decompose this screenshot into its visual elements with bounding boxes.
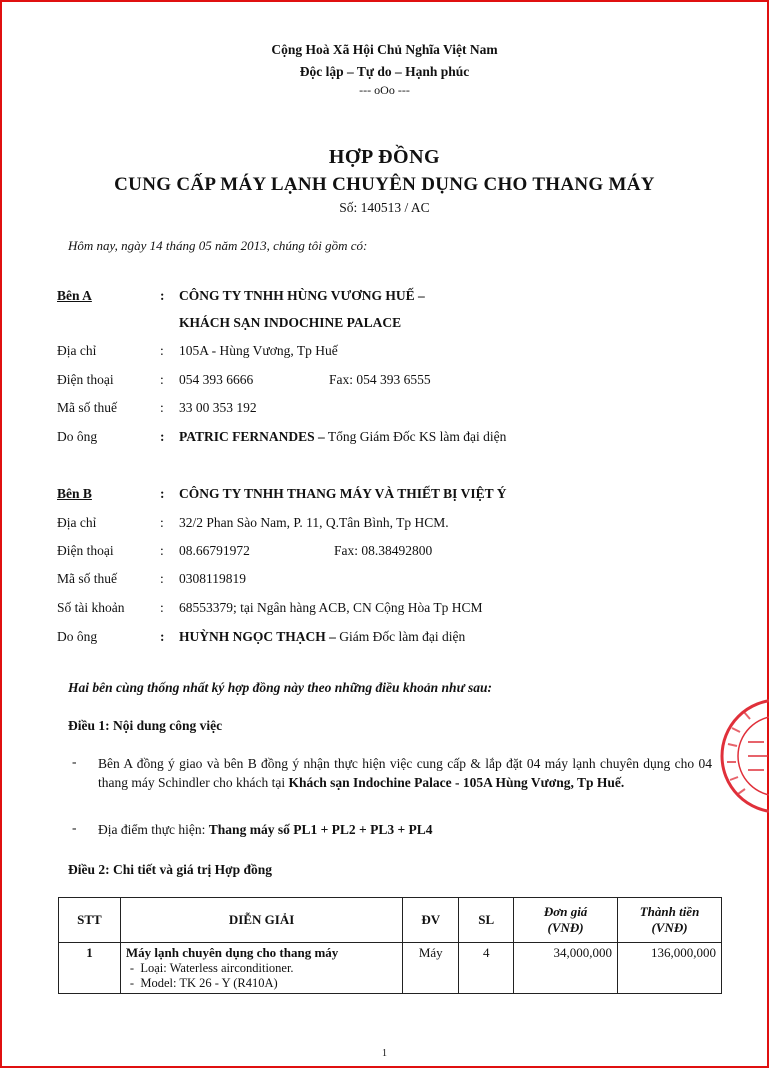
colon: :: [160, 429, 165, 444]
article1-paragraph2-text: Địa điểm thực hiện:: [98, 822, 209, 837]
contract-subtitle: CUNG CẤP MÁY LẠNH CHUYÊN DỤNG CHO THANG MÁY: [114, 174, 655, 195]
header-stt: STT: [59, 898, 121, 943]
party-b-rep-title: Giám Đốc làm đại diện: [335, 629, 466, 644]
party-b-representative: [179, 629, 465, 645]
party-a-rep-title: Tổng Giám Đốc KS làm đại diện: [324, 429, 507, 444]
header-total-line1: Thành tiền: [639, 904, 700, 919]
party-b-label: Bên B: [57, 486, 92, 501]
colon: :: [160, 288, 165, 303]
row-unit: Máy: [403, 943, 459, 994]
article1-title: Điều 1: Nội dung công việc: [68, 718, 223, 733]
national-motto-separator: --- oOo ---: [359, 83, 410, 97]
bullet-dash: -: [129, 961, 135, 975]
header-unit-price-line2: (VNĐ): [547, 920, 584, 935]
party-a-phone: 054 393 6666: [179, 372, 254, 387]
contract-number: Số: 140513 / AC: [339, 200, 430, 215]
party-b-rep-name: HUỲNH NGỌC THẠCH –: [179, 629, 336, 644]
party-b-address-label: Địa chỉ: [57, 515, 97, 530]
party-a-rep-name: PATRIC FERNANDES –: [179, 429, 325, 444]
header-unit-price: [514, 898, 618, 943]
national-motto-line1: Cộng Hoà Xã Hội Chủ Nghĩa Việt Nam: [271, 42, 498, 57]
row-quantity: 4: [459, 943, 514, 994]
header-quantity: SL: [459, 898, 514, 943]
party-a-label: Bên A: [57, 288, 92, 303]
row-stt: 1: [59, 943, 121, 994]
header-total: [618, 898, 722, 943]
party-b-phone-label: Điện thoại: [57, 543, 114, 558]
party-a-address-label: Địa chỉ: [57, 343, 97, 358]
party-b-tax: 0308119819: [179, 571, 246, 586]
article1-paragraph1-bold: Khách sạn Indochine Palace - 105A Hùng Vương, Tp Huế.: [288, 775, 625, 790]
party-b-account: 68553379; tại Ngân hàng ACB, CN Cộng Hòa Tp HCM: [179, 600, 483, 615]
colon: :: [160, 400, 164, 415]
header-unit-price-line1: Đơn giá: [543, 904, 588, 919]
party-a-address: 105A - Hùng Vương, Tp Huế: [179, 343, 338, 358]
row-description: [120, 943, 402, 994]
article2-title: Điều 2: Chi tiết và giá trị Hợp đồng: [68, 862, 272, 877]
party-b-tax-label: Mã số thuế: [57, 571, 117, 586]
bullet-dash: -: [72, 820, 77, 835]
party-a-tax: 33 00 353 192: [179, 400, 257, 415]
company-seal-stamp: [718, 688, 769, 838]
colon: :: [160, 515, 164, 530]
national-motto-line2: Độc lập – Tự do – Hạnh phúc: [299, 64, 470, 79]
page-number: 1: [382, 1048, 387, 1059]
bullet-dash: -: [72, 754, 77, 769]
contract-title: HỢP ĐỒNG: [328, 146, 441, 168]
header-total-line2: (VNĐ): [651, 920, 688, 935]
colon: :: [160, 629, 165, 644]
party-b-account-label: Số tài khoản: [57, 600, 125, 615]
party-a-phone-label: Điện thoại: [57, 372, 114, 387]
header-unit: ĐV: [403, 898, 459, 943]
party-b-name: CÔNG TY TNHH THANG MÁY VÀ THIẾT BỊ VIỆT Ý: [179, 486, 507, 501]
header-description: DIỄN GIẢI: [120, 898, 402, 943]
colon: :: [160, 343, 164, 358]
colon: :: [160, 600, 164, 615]
article1-paragraph2-bold: Thang máy số PL1 + PL2 + PL3 + PL4: [208, 822, 433, 837]
contract-items-table: [58, 897, 722, 994]
party-b-phone: 08.66791972: [179, 543, 250, 558]
row-type-text: Loại: Waterless airconditioner.: [140, 961, 294, 975]
party-a-name-line2: KHÁCH SẠN INDOCHINE PALACE: [179, 315, 402, 330]
row-description-main: Máy lạnh chuyên dụng cho thang máy: [125, 945, 339, 960]
colon: :: [160, 486, 165, 501]
table-row: [59, 943, 722, 994]
article1-paragraph1-text: Bên A đồng ý giao và bên B đồng ý nhận thực hiện việc cung cấp & lắp đặt 04 máy lạnh chuyên dụng cho 04 thang máy Schindler cho khách tại: [98, 756, 712, 790]
article1-paragraph2: [98, 820, 712, 839]
party-a-name: CÔNG TY TNHH HÙNG VƯƠNG HUẾ –: [179, 288, 425, 303]
row-unit-price: 34,000,000: [514, 943, 618, 994]
party-a-representative: [179, 429, 506, 445]
table-header-row: [59, 898, 722, 943]
party-b-fax: Fax: 08.38492800: [334, 543, 433, 558]
colon: :: [160, 372, 164, 387]
party-b-rep-label: Do ông: [57, 629, 98, 644]
row-description-model: [126, 976, 397, 991]
party-b-address: 32/2 Phan Sào Nam, P. 11, Q.Tân Bình, Tp HCM.: [179, 515, 449, 530]
article1-paragraph1: [98, 754, 712, 792]
bullet-dash: -: [129, 976, 135, 990]
row-model-text: Model: TK 26 - Y (R410A): [140, 976, 278, 990]
party-a-fax: Fax: 054 393 6555: [329, 372, 431, 387]
colon: :: [160, 543, 164, 558]
agreement-statement: Hai bên cùng thống nhất ký hợp đồng này theo những điều khoản như sau:: [68, 680, 493, 695]
party-a-rep-label: Do ông: [57, 429, 98, 444]
colon: :: [160, 571, 164, 586]
row-description-type: [126, 961, 397, 976]
row-total: 136,000,000: [618, 943, 722, 994]
party-a-tax-label: Mã số thuế: [57, 400, 117, 415]
intro-sentence: Hôm nay, ngày 14 tháng 05 năm 2013, chúng tôi gồm có:: [68, 238, 368, 253]
